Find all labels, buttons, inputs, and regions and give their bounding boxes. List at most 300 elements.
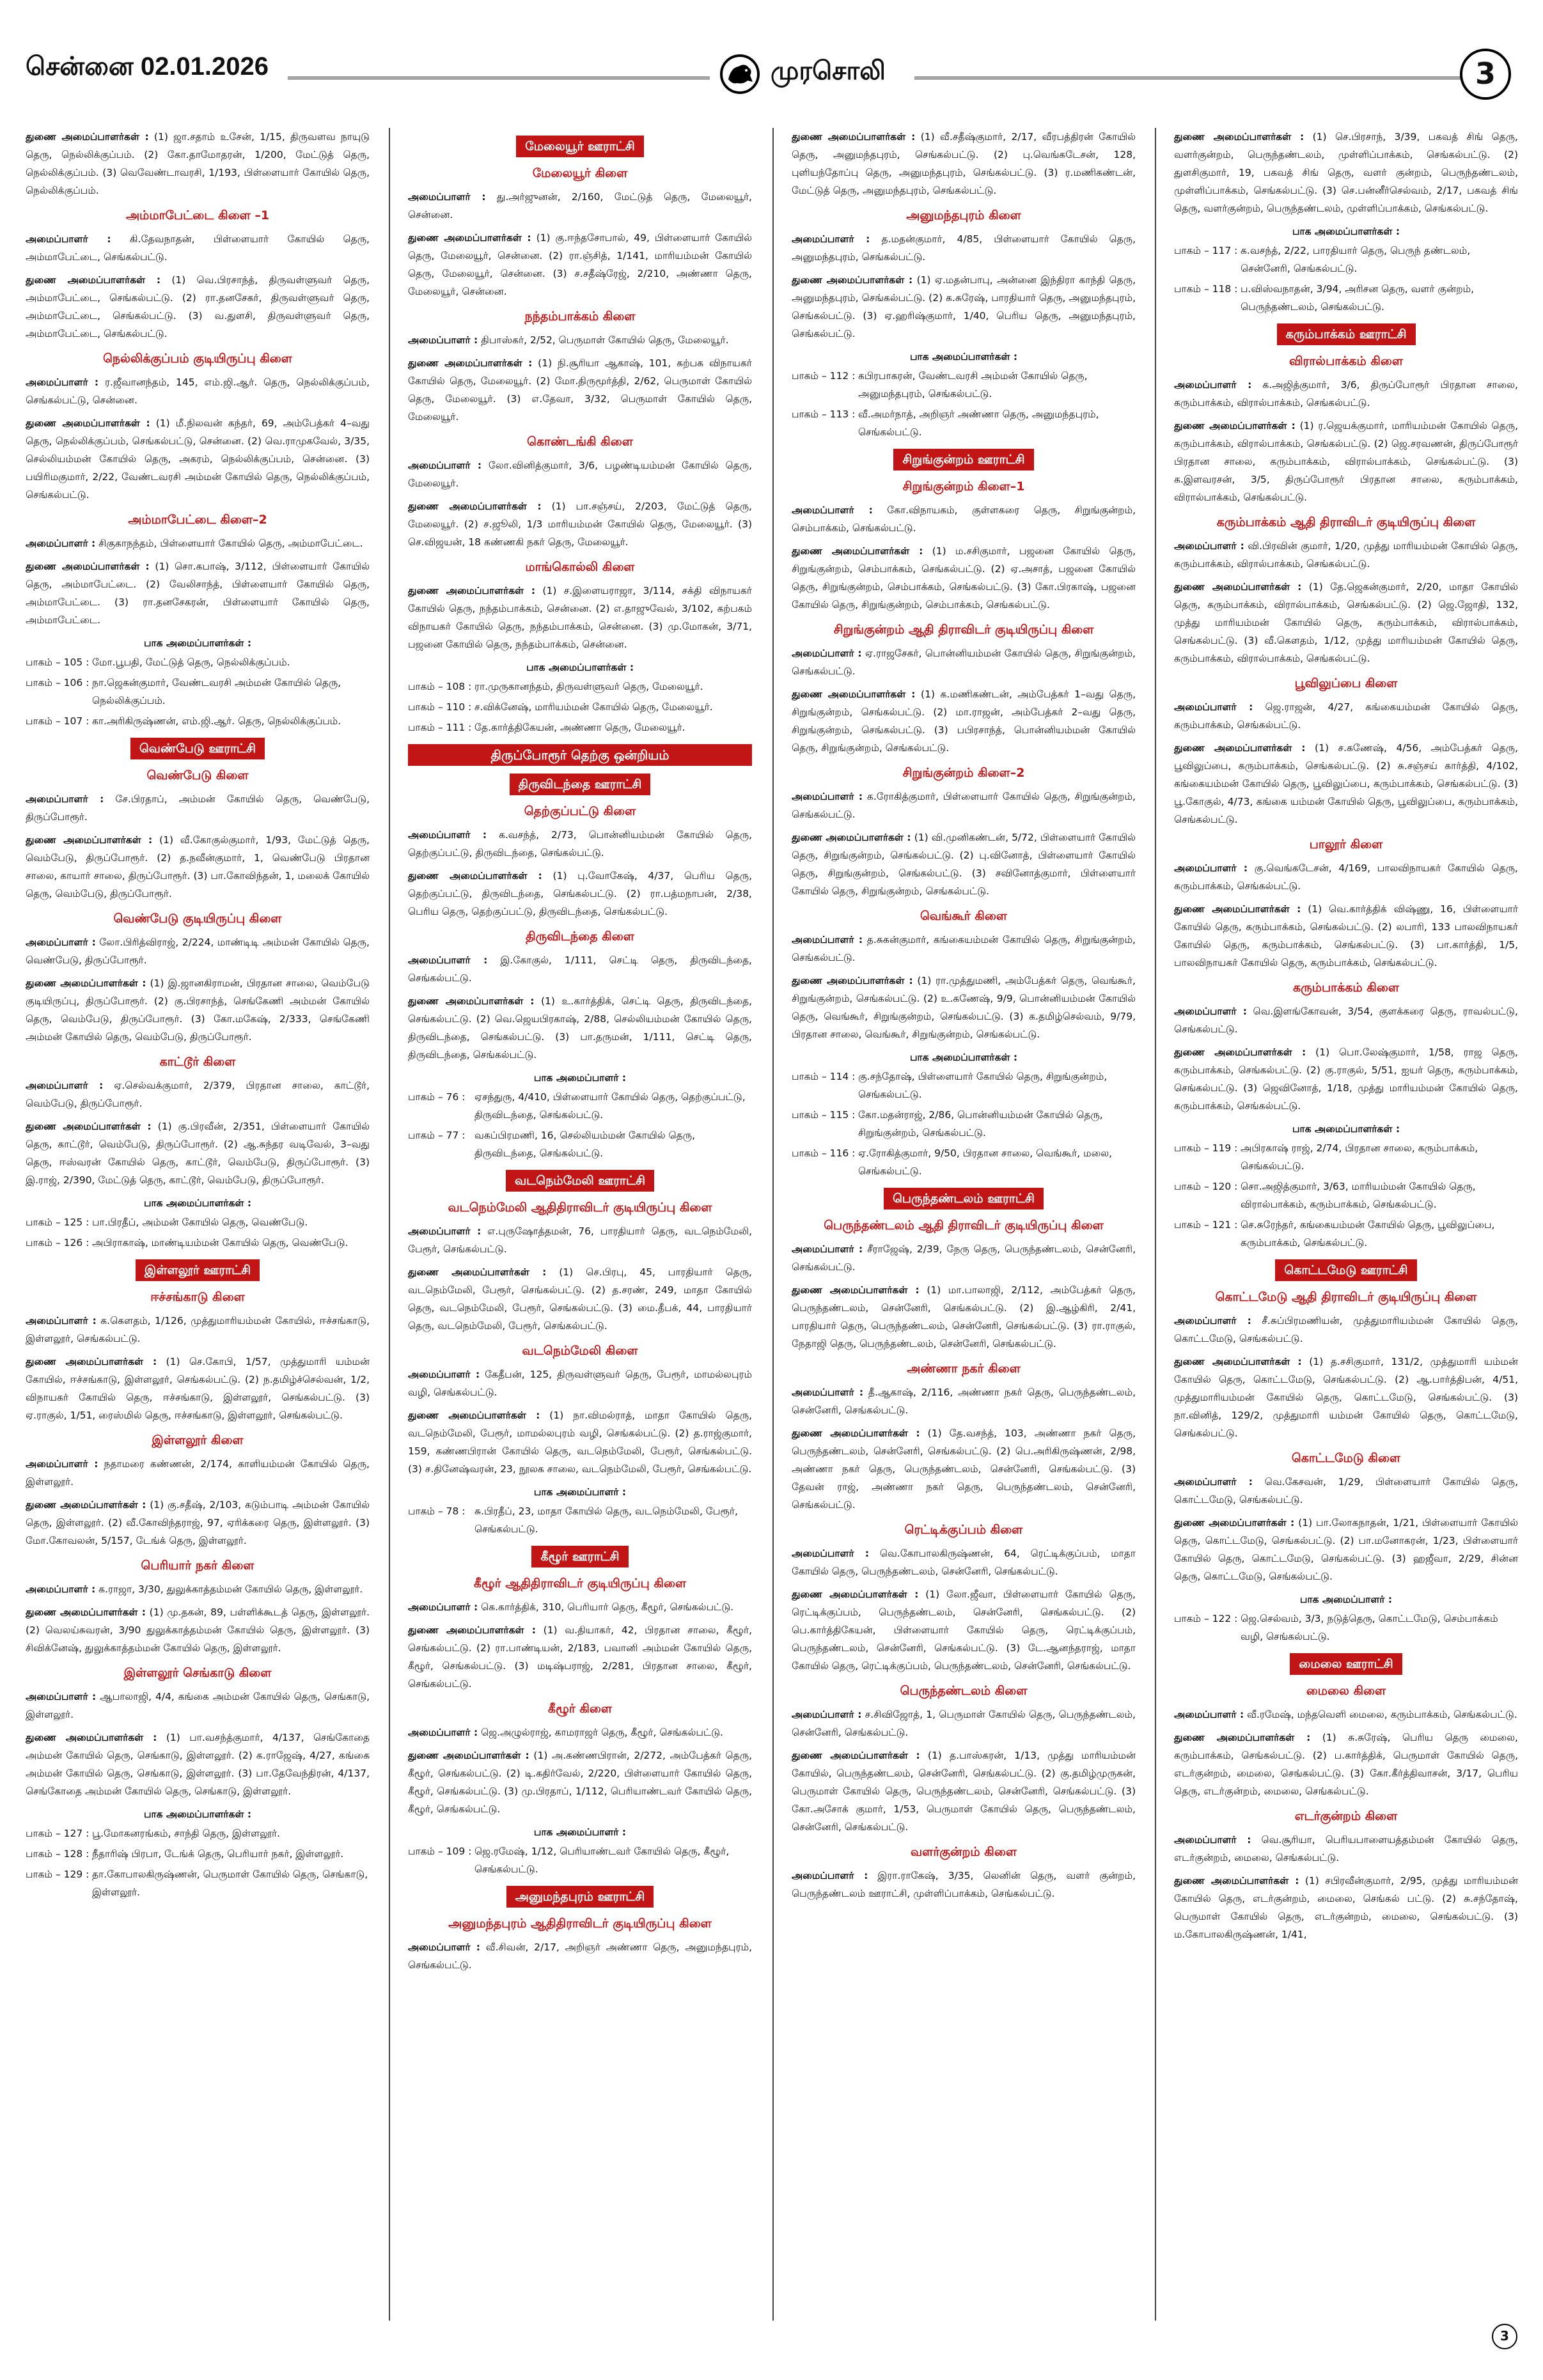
entry-text: க.ரோகித்குமார், பிள்ளையார் கோயில் தெரு, சிறுங்குன்றம், செங்கல்பட்டு.	[792, 791, 1136, 820]
booth-officer: செ.சுரேந்தர், கங்கையம்மன் கோயில் தெரு, பூவிலுப்பை, கரும்பாக்கம், செங்கல்பட்டு.	[1241, 1219, 1495, 1248]
page-number-badge: 3	[1460, 49, 1511, 100]
booth-officer: ப.விஸ்வநாதன், 3/94, அரிசன தெரு, வளர் குன்றம், பெருந்தண்டலம், செங்கல்பட்டு.	[1241, 283, 1475, 313]
booth-number: பாகம் – 110 :	[408, 701, 472, 713]
entry-text: வெ.கேசவன், 1/29, பிள்ளையார் கோயில் தெரு, கொட்டமேடு, செங்கல்பட்டு.	[1174, 1476, 1518, 1505]
booth-number: பாகம் – 105 :	[26, 657, 90, 668]
role-label: அமைப்பாளர் :	[792, 1709, 862, 1720]
entry-paragraph	[408, 1598, 752, 1616]
role-label: அமைப்பாளர் :	[792, 934, 863, 945]
role-label: துணை அமைப்பாளர்கள் :	[792, 131, 916, 143]
column-3	[792, 128, 1136, 2321]
column-1	[26, 128, 370, 2321]
entry-text: வெ.இளங்கோவன், 3/54, குளக்கரை தெரு, ராவல்பட்டு, செங்கல்பட்டு.	[1174, 1006, 1518, 1035]
branch-heading: மேலையூர் கிளை	[532, 166, 628, 180]
branch-heading: வெங்கூர் கிளை	[920, 909, 1007, 923]
entry-text: (1) ச.கணேஷ், 4/56, அம்பேத்கர் தெரு, பூவிலுப்பை, கரும்பாக்கம், செங்கல்பட்டு. (2) சு.சஞ்சய் கார்த்தி, 4/102, கங்கையம்மன் கோயில் தெரு, பூவிலுப்பை, கரும்பாக்கம், செங்கல்பட்டு. (3) பூ.கோகுல், 4/73, கங்கை யம்மன் கோயில் தெரு, பூவிலுப்பை, கரும்பாக்கம், செங்கல்பட்டு.	[1174, 742, 1518, 825]
section-subheading: பாக அமைப்பாளர்கள் :	[143, 1808, 252, 1820]
booth-number: பாகம் – 122 :	[1174, 1613, 1238, 1624]
role-label: துணை அமைப்பாளர்கள் :	[26, 417, 150, 429]
booth-officer: ஏ.ரோகித்குமார், 9/50, பிரதான சாலை, வெங்கூர், மலை, செங்கல்பட்டு.	[858, 1147, 1113, 1177]
entry-text: (1) ச.இளையராஜா, 3/114, சக்தி விநாயகர் கோயில் தெரு, நந்தம்பாக்கம், சென்னை. (2) எ.தாஜுவேல், 3/102, கற்பகம் விநாயகர் கோயில் தெரு, நந்தம்பாக்கம், சென்னை. (3) மு.மோகன், 3/71, பஜனை கோயில் தெரு, நந்தம்பாக்கம், சென்னை.	[408, 585, 752, 650]
role-label: அமைப்பாளர் :	[26, 793, 104, 805]
section-subheading: பாக அமைப்பாளர்கள் :	[1292, 1123, 1400, 1135]
entry-paragraph	[408, 1406, 752, 1478]
entry-text: க.அஜித்குமார், 3/6, திருப்போரூர் பிரதான சாலை, கரும்பாக்கம், விரால்பாக்கம், செங்கல்பட்டு.	[1174, 379, 1518, 408]
entry-text: கு.வெங்கடேசன், 4/169, பாலவிநாயகர் கோயில் தெரு, கரும்பாக்கம், செங்கல்பட்டு.	[1174, 862, 1518, 892]
entry-paragraph	[792, 1585, 1136, 1675]
branch-heading: சிறுங்குன்றம் கிளை–1	[902, 479, 1025, 494]
role-label: அமைப்பாளர் :	[26, 1691, 97, 1702]
booth-officer: அபிரகாஷ் ராஜ், 2/74, பிரதான சாலை, கரும்பாக்கம், செங்கல்பட்டு.	[1241, 1142, 1478, 1172]
booth-entry	[1174, 1610, 1518, 1645]
booth-number: பாகம் – 118 :	[1174, 283, 1238, 295]
entry-paragraph	[1174, 1353, 1518, 1442]
section-subheading: பாக அமைப்பாளர்கள் :	[143, 1197, 252, 1209]
panchayat-heading-label: திருவிடந்தை ஊராட்சி	[510, 774, 651, 795]
role-label: அமைப்பாளர் :	[792, 1387, 864, 1398]
booth-number: பாகம் – 121 :	[1174, 1219, 1238, 1231]
role-label: துணை அமைப்பாளர்கள் :	[26, 977, 146, 989]
booth-officer: ஜெ.செல்வம், 3/3, நடுத்தெரு, கொட்டமேடு, செம்பாக்கம் வழி, செங்கல்பட்டு.	[1241, 1613, 1498, 1642]
branch-heading: அனுமந்தபுரம் கிளை	[906, 208, 1021, 222]
entry-paragraph	[408, 951, 752, 987]
entry-text: ஜெ.ராஜன், 4/27, கங்கையம்மன் கோயில் தெரு, கரும்பாக்கம், செங்கல்பட்டு.	[1174, 701, 1518, 731]
branch-heading: பெருந்தண்டலம் கிளை	[900, 1684, 1028, 1698]
article-body	[26, 128, 1517, 2321]
booth-entry	[792, 405, 1136, 441]
entry-text: (1) நா.விமல்ராத், மாதா கோயில் தெரு, வடநெம்மேலி, பேரூர், மாமல்லபுரம் வழி, செங்கல்பட்டு. (2) த.ராஜ்குமார், 159, கண்ணபிரான் கோயில் தெரு, வடநெம்மேலி, பேரூர், செங்கல்பட்டு. (3) ச.தினேஷ்வரன், 23, நூலக சாலை, வடநெம்மேலி, பேரூர், செங்கல்பட்டு.	[408, 1410, 752, 1475]
branch-heading: காட்டூர் கிளை	[159, 1055, 236, 1069]
entry-text: (1) பா.வசந்த்குமார், 4/137, செங்கோதை அம்மன் கோயில் தெரு, செங்காடு, இள்ளலூர். (2) க.ராஜேஷ், 4/27, கங்கை அம்மன் கோயில் தெரு, செங்காடு, இள்ளலூர். (3) பா.தேவேந்திரன், 4/137, செங்கோதை அம்மன் கோயில் தெரு, செங்காடு, இள்ளலூர்.	[26, 1732, 370, 1797]
booth-number: பாகம் – 107 :	[26, 715, 90, 727]
role-label: அமைப்பாளர் :	[1174, 1709, 1244, 1720]
entry-text: து.அர்ஜுனன், 2/160, மேட்டுத் தெரு, மேலையூர், சென்னை.	[408, 191, 752, 221]
booth-officer: கு.சந்தோஷ், பிள்ளையார் கோயில் தெரு, சிறுங்குன்றம், செங்கல்பட்டு.	[858, 1071, 1108, 1100]
booth-number: பாகம் – 119 :	[1174, 1142, 1238, 1154]
role-label: அமைப்பாளர் :	[26, 1080, 104, 1091]
branch-heading: மைலை கிளை	[1306, 1684, 1386, 1698]
booth-number: பாகம் – 78 :	[408, 1505, 466, 1517]
entry-paragraph	[26, 1496, 370, 1550]
entry-text: கேதீபன், 125, திருவள்ளுவர் தெரு, பேரூர், மாமல்லபுரம் வழி, செங்கல்பட்டு.	[408, 1369, 752, 1398]
role-label: துணை அமைப்பாளர்கள் :	[408, 1750, 529, 1761]
entry-paragraph	[1174, 417, 1518, 506]
entry-text: (1) சு.சுரேஷ், பெரிய தெரு மைலை, கரும்பாக்கம், செங்கல்பட்டு. (2) ப.கார்த்திக், பெருமாள் கோயில் தெரு, எடர்குன்றம், மைலை, செங்கல்பட்டு. (3) கோ.கீர்த்திவாசன், 3/17, பெரிய தெரு, எடர்குன்றம், மைலை, செங்கல்பட்டு.	[1174, 1732, 1518, 1797]
entry-paragraph	[408, 1746, 752, 1818]
column-4	[1174, 128, 1518, 2321]
masthead-rule-right	[914, 77, 1464, 79]
booth-number: பாகம் – 115 :	[792, 1109, 856, 1121]
booth-officer: சொ.அஜித்குமார், 3/63, மாரியம்மன் கோயில் தெரு, விரால்பாக்கம், கரும்பாக்கம், செங்கல்பட்டு.	[1241, 1181, 1476, 1210]
booth-entry	[1174, 1139, 1518, 1175]
role-label: துணை அமைப்பாளர்கள் :	[792, 545, 923, 557]
entry-paragraph	[26, 1353, 370, 1424]
booth-officer: கா.அரிகிருஷ்ணன், எம்.ஜி.ஆர். தெரு, நெல்லிக்குப்பம்.	[92, 715, 341, 727]
entry-text: (1) செ.கோபி, 1/57, முத்துமாரி யம்மன் கோயில், ஈச்சங்காடு, இள்ளலூர், செங்கல்பட்டு. (2) ந.தமிழ்ச்செல்வன், 1/2, விநாயகர் கோயில் தெரு, ஈச்சங்காடு, இள்ளலூர், செங்கல்பட்டு. (3) ஏ.ராகுல், 1/51, ரைஸ்மில் தெரு, ஈச்சங்காடு, இள்ளலூர், செங்கல்பட்டு.	[26, 1356, 370, 1421]
entry-text: (1) லோ.ஜீவா, பிள்ளையார் கோயில் தெரு, ரெட்டிக்குப்பம், பெருந்தண்டலம், சென்னேரி, செங்கல்பட்டு. (2) பெ.கார்த்திகேயன், பிள்ளையார் கோயில் தெரு, ரெட்டிக்குப்பம், பெருந்தண்டலம், சென்னேரி, செங்கல்பட்டு. (3) டே.ஆனந்தராஜ், மாதா கோயில் தெரு, ரெட்டிக்குப்பம், பெருந்தண்டலம், சென்னேரி, செங்கல்பட்டு.	[792, 1589, 1136, 1672]
role-label: அமைப்பாளர் :	[1174, 1476, 1253, 1488]
booth-officer: வகப்பிரமணி, 16, செல்லியம்மன் கோயில் தெரு, திருவிடந்தை, செங்கல்பட்டு.	[474, 1130, 696, 1159]
booth-officer: பா.பிரதீப், அம்மன் கோயில் தெரு, வெண்பேடு.	[92, 1217, 308, 1228]
entry-text: இரா.ராகேஷ், 3/35, லெனின் தெரு, வளர் குன்றம், பெருந்தண்டலம் ஊராட்சி, முள்ளிப்பாக்கம், செங்கல்பட்டு.	[792, 1870, 1136, 1899]
role-label: அமைப்பாளர் :	[408, 829, 487, 841]
branch-heading: கீழூர் கிளை	[547, 1702, 613, 1716]
entry-text: சே.பிரதாப், அம்மன் கோயில் தெரு, வெண்பேடு, திருப்போரூர்.	[26, 793, 370, 823]
booth-number: பாகம் – 113 :	[792, 408, 856, 420]
branch-heading: பெரியார் நகர் கிளை	[141, 1559, 255, 1573]
role-label: துணை அமைப்பாளர்கள் :	[1174, 1517, 1295, 1528]
branch-heading: கொண்டங்கி கிளை	[527, 435, 633, 449]
entry-paragraph	[408, 1621, 752, 1693]
role-label: துணை அமைப்பாளர்கள் :	[792, 1284, 920, 1296]
role-label: துணை அமைப்பாளர்கள் :	[1174, 420, 1296, 432]
branch-heading: வெண்பேடு கிளை	[146, 768, 249, 782]
role-label: துணை அமைப்பாளர்கள் :	[792, 1750, 920, 1761]
entry-text: (1) த.பாஸ்கரன், 1/13, முத்து மாரியம்மன் கோயில், பெருந்தண்டலம், சென்னேரி, செங்கல்பட்டு. (2) கு.தமிழ்முருகன், பெருமாள் கோயில் தெரு, பெருந்தண்டலம், சென்னேரி, செங்கல்பட்டு. (3) கோ.அசோக் குமார், 1/53, பெருமாள் கோயில் தெரு, பெருந்தண்டலம், சென்னேரி, செங்கல்பட்டு.	[792, 1750, 1136, 1833]
entry-paragraph	[26, 1312, 370, 1348]
entry-paragraph	[408, 1723, 752, 1741]
booth-officer: ச.விக்னேஷ், மாரியம்மன் கோயில் தெரு, மேலையூர்.	[474, 701, 713, 713]
entry-text: (1) வீ.சதீஷ்குமார், 2/17, வீரபத்திரன் கோயில் தெரு, அனுமந்தபுரம், செங்கல்பட்டு. (2) பு.வெங்கடேசன், 128, புளியந்தோப்பு தெரு, அனுமந்தபுரம், செங்கல்பட்டு. (3) ர.மணிகண்டன், மேட்டுத் தெரு, அனுமந்தபுரம், செங்கல்பட்டு.	[792, 131, 1136, 196]
entry-text: (1) வெ.பிரசாந்த், திருவள்ளுவர் தெரு, அம்மாபேட்டை, செங்கல்பட்டு. (2) ரா.தனசேகர், திருவள்ளுவர் தெரு, அம்மாபேட்டை, செங்கல்பட்டு. (3) வ.துளசி, திருவள்ளுவர் தெரு, அம்மாபேட்டை, செங்கல்பட்டு.	[26, 274, 370, 339]
branch-heading: அனுமந்தபுரம் ஆதிதிராவிடர் குடியிருப்பு கிளை	[448, 1917, 712, 1931]
entry-paragraph	[792, 1544, 1136, 1580]
entry-text: (1) தே.வசந்த், 103, அண்ணா நகர் தெரு, பெருந்தண்டலம், சென்னேரி, செங்கல்பட்டு. (2) பெ.அரிகிருஷ்ணன், 2/98, அண்ணா நகர் தெரு, பெருந்தண்டலம், சென்னேரி, செங்கல்பட்டு. (3) தேவன் ராஜ், அண்ணா நகர் தெரு, பெருந்தண்டலம், சென்னேரி, செங்கல்பட்டு.	[792, 1427, 1136, 1511]
booth-officer: நா.ஜெகன்குமார், வேண்டவரசி அம்மன் கோயில் தெரு, நெல்லிக்குப்பம்.	[92, 677, 341, 706]
entry-text: வெ.கோபாலகிருஷ்ணன், 64, ரெட்டிக்குப்பம், மாதா கோயில் தெரு, பெருந்தண்டலம், சென்னேரி, செங்கல்பட்டு.	[792, 1548, 1136, 1577]
entry-paragraph	[792, 1240, 1136, 1276]
entry-paragraph	[792, 1424, 1136, 1514]
section-subheading: பாக அமைப்பாளர் :	[533, 1826, 627, 1838]
booth-entry	[26, 674, 370, 710]
entry-text: (1) கு.ஈந்தசோபால், 49, பிள்ளையார் கோயில் தெரு, மேலையூர், சென்னை. (2) ரா.ஞ்சித், 1/141, மாரியம்மன் கோயில் தெரு, மேலையூர், சென்னை. (3) ச.சதீஷ்ரேஜ், 2/210, அண்ணா தெரு, மேலையூர், சென்னை.	[408, 232, 752, 297]
entry-paragraph	[26, 1455, 370, 1491]
role-label: துணை அமைப்பாளர்கள் :	[408, 501, 542, 512]
section-subheading: பாக அமைப்பாளர்கள் :	[526, 662, 634, 673]
entry-paragraph	[408, 867, 752, 921]
booth-number: பாகம் – 77 :	[408, 1130, 466, 1141]
entry-text: (1) தே.ஜெகன்குமார், 2/20, மாதா கோயில் தெரு, கரும்பாக்கம், விரால்பாக்கம், செங்கல்பட்டு. (2) ஜெ.ஜோதி, 132, முத்து மாரியம்மன் கோயில் தெரு, கரும்பாக்கம், விரால்பாக்கம், செங்கல்பட்டு. (3) வீ.கௌதம், 1/12, முத்து மாரியம்மன் கோயில் தெரு, கரும்பாக்கம், விரால்பாக்கம், செங்கல்பட்டு.	[1174, 581, 1518, 664]
entry-paragraph	[792, 931, 1136, 967]
role-label: துணை அமைப்பாளர்கள் :	[26, 561, 150, 572]
entry-text: திபாஸ்கர், 2/52, பெருமாள் கோயில் தெரு, மேலையூர்.	[481, 334, 729, 346]
booth-number: பாகம் – 112 :	[792, 370, 856, 382]
panchayat-heading-label: பெருந்தண்டலம் ஊராட்சி	[884, 1188, 1044, 1209]
masthead-rule-left	[288, 77, 710, 79]
branch-heading: எடர்குன்றம் கிளை	[1294, 1809, 1398, 1823]
entry-text: (1) வீ.கோகுல்குமார், 1/93, மேட்டுத் தெரு, வெம்பேடு, திருப்போரூர். (2) த.நவீன்குமார், 1, வெண்பேடு பிரதான சாலை, காயார் சாலை, திருப்போரூர். (3) பா.கோவிந்தன், 1, மலைக் கோயில் தெரு, வெம்பேடு, திருப்போரூர்.	[26, 834, 370, 899]
branch-heading: தெற்குப்பட்டு கிளை	[524, 804, 636, 818]
entry-paragraph	[26, 271, 370, 343]
entry-text: கி.தேவநாதன், பிள்ளையார் கோயில் தெரு, அம்மாபேட்டை, செங்கல்பட்டு.	[26, 233, 370, 263]
entry-text: (1) வெ.கார்த்திக் விஷ்ணு, 16, பிள்ளையார் கோயில் தெரு, கரும்பாக்கம், செங்கல்பட்டு. (2) லபாரி, 133 பாலவிநாயகர் கோயில் தெரு, கரும்பாக்கம், செங்கல்பட்டு. (3) பா.கார்த்தி, 1/5, பாலவிநாயகர் கோயில் தெரு, கரும்பாக்கம், செங்கல்பட்டு.	[1174, 903, 1518, 968]
entry-text: நதாமரை கண்ணன், 2/174, காளியம்மன் கோயில் தெரு, இள்ளலூர்.	[26, 1458, 370, 1488]
role-label: துணை அமைப்பாளர்கள் :	[408, 585, 536, 596]
branch-heading: சிறுங்குன்றம் ஆதி திராவிடர் குடியிருப்பு கிளை	[833, 623, 1094, 637]
booth-officer: தே.கார்த்திகேயன், அண்ணா தெரு, மேலையூர்.	[474, 722, 685, 733]
panchayat-heading	[408, 136, 752, 157]
entry-text: (1) ர.ஜெயக்குமார், மாரியம்மன் கோயில் தெரு, கரும்பாக்கம், விரால்பாக்கம், செங்கல்பட்டு. (2) ஜெ.சரவணன், திருப்போரூர் பிரதான சாலை, கரும்பாக்கம், விரால்பாக்கம், செங்கல்பட்டு. (3) க.இளவரசன், 3/5, திருப்போரூர் பிரதான சாலை, கரும்பாக்கம், விரால்பாக்கம், செங்கல்பட்டு.	[1174, 420, 1518, 503]
branch-heading: கரும்பாக்கம் கிளை	[1292, 981, 1400, 995]
entry-paragraph	[408, 582, 752, 653]
panchayat-heading-label: சிறுங்குன்றம் ஊராட்சி	[893, 449, 1033, 471]
panchayat-heading	[408, 774, 752, 795]
panchayat-heading	[1174, 1259, 1518, 1281]
entry-paragraph	[26, 534, 370, 552]
entry-text: (1) நி.சூரியா ஆகாஷ், 101, கற்பக விநாயகர் கோயில் தெரு, மேலையூர். (2) மோ.திருமூர்த்தி, 2/62, பெருமாள் கோயில் தெரு, மேலையூர். (3) எ.தேவா, 3/32, பெருமாள் கோயில் தெரு, மேலையூர்.	[408, 357, 752, 423]
entry-paragraph	[26, 831, 370, 903]
entry-text: (1) ஜா.சதாம் உசேன், 1/15, திருவளவ நாயுடு தெரு, நெல்லிக்குப்பம். (2) கோ.தாமோதரன், 1/200, மேட்டுத் தெரு, நெல்லிக்குப்பம். (3) வெவேண்டாவரசி, 1/193, பிள்ளையார் கோயில் தெரு, நெல்லிக்குப்பம்.	[26, 131, 370, 196]
entry-paragraph	[26, 1077, 370, 1112]
booth-entry	[26, 1865, 370, 1901]
role-label: துணை அமைப்பாளர்கள் :	[1174, 581, 1302, 593]
entry-paragraph	[792, 1706, 1136, 1741]
branch-heading: விரால்பாக்கம் கிளை	[1288, 354, 1404, 368]
entry-paragraph	[26, 128, 370, 199]
entry-paragraph	[792, 1383, 1136, 1419]
branch-heading: பூவிலுப்பை கிளை	[1294, 676, 1398, 690]
role-label: துணை அமைப்பாளர்கள் :	[1174, 1046, 1306, 1058]
entry-text: எ.புருஷோத்தமன், 76, பாரதியார் தெரு, வடநெம்மேலி, பேரூர், செங்கல்பட்டு.	[408, 1225, 752, 1255]
entry-text: ஏ.ராஜசேகர், பொன்னியம்மன் கோயில் தெரு, சிறுங்குன்றம், செங்கல்பட்டு.	[792, 648, 1136, 677]
entry-paragraph	[1174, 739, 1518, 828]
booth-number: பாகம் – 128 :	[26, 1848, 90, 1860]
entry-paragraph	[1174, 1002, 1518, 1038]
entry-paragraph	[26, 790, 370, 826]
entry-text: வி.பிரவின் குமார், 1/20, முத்து மாரியம்மன் கோயில் தெரு, கரும்பாக்கம், விரால்பாக்கம், செங்கல்பட்டு.	[1174, 540, 1518, 570]
role-label: துணை அமைப்பாளர்கள் :	[792, 1427, 920, 1439]
role-label: துணை அமைப்பாளர்கள் :	[1174, 131, 1304, 143]
entry-paragraph	[1174, 1312, 1518, 1348]
role-label: அமைப்பாளர் :	[26, 1458, 98, 1470]
booth-entry	[792, 367, 1136, 403]
branch-heading: சிறுங்குன்றம் கிளை–2	[902, 766, 1025, 780]
entry-text: (1) க.மணிகண்டன், அம்பேத்கர் 1–வது தெரு, சிறுங்குன்றம், செங்கல்பட்டு. (2) மா.ராஜன், அம்பேத்கர் 2–வது தெரு, சிறுங்குன்றம், செங்கல்பட்டு. (3) பபிரசாந்த், பொன்னியம்மன் கோயில் தெரு, சிறுங்குன்றம், செங்கல்பட்டு.	[792, 688, 1136, 754]
booth-officer: ரா.முருகானந்தம், திருவள்ளுவர் தெரு, மேலையூர்.	[474, 681, 703, 692]
entry-paragraph	[408, 1222, 752, 1258]
panchayat-heading	[26, 1259, 370, 1281]
section-subheading: பாக அமைப்பாளர் :	[1299, 1594, 1393, 1605]
entry-text: (1) கு.சதீஷ், 2/103, கடும்பாடி அம்மன் கோயில் தெரு, இள்ளலூர். (2) வீ.கோவிந்தராஜ், 97, ஏரிக்கரை தெரு, இள்ளலூர். (3) மோ.கோவலன், 5/157, டேங்க் தெரு, இள்ளலூர்.	[26, 1499, 370, 1546]
entry-text: (1) ஏ.மதன்பாபு, அன்னை இந்திரா காந்தி தெரு, அனுமந்தபுரம், செங்கல்பட்டு. (2) க.சுரேஷ், பாரதியார் தெரு, அனுமந்தபுரம், செங்கல்பட்டு. (3) ஏ.ஹரிஷ்குமார், 1/40, பெரிய தெரு, அனுமந்தபுரம், செங்கல்பட்டு.	[792, 274, 1136, 339]
entry-paragraph	[1174, 537, 1518, 573]
booth-entry	[792, 1068, 1136, 1103]
panchayat-heading-label: வடநெம்மேலி ஊராட்சி	[506, 1170, 654, 1192]
booth-number: பாகம் – 76 :	[408, 1091, 466, 1103]
entry-text: (1) சபிரவீன்குமார், 2/95, முத்து மாரியம்மன் கோயில் தெரு, எடர்குன்றம், மைலை, செங்கல் பட்டு. (2) சு.சந்தோஷ், பெருமாள் கோயில் தெரு, எடர்குன்றம், மைலை, செங்கல்பட்டு. (3) ம.கோபாலகிருஷ்ணன், 1/41,	[1174, 1875, 1518, 1940]
panchayat-heading-label: கொட்டமேடு ஊராட்சி	[1275, 1259, 1416, 1281]
section-subheading: பாக அமைப்பாளர் :	[533, 1072, 627, 1084]
panchayat-heading-label: இள்ளலூர் ஊராட்சி	[136, 1259, 260, 1281]
panchayat-heading-label: மைலை ஊராட்சி	[1290, 1653, 1402, 1675]
booth-entry	[792, 1106, 1136, 1142]
role-label: அமைப்பாளர் :	[1174, 1006, 1247, 1017]
entry-paragraph	[408, 1263, 752, 1335]
entry-paragraph	[408, 1365, 752, 1401]
booth-number: பாகம் – 108 :	[408, 681, 472, 692]
section-subheading: பாக அமைப்பாளர்கள் :	[909, 351, 1018, 362]
entry-text: ச.சிவிஜோத், 1, பெருமாள் கோயில் தெரு, பெருந்தண்டலம், சென்னேரி, செங்கல்பட்டு.	[792, 1709, 1136, 1738]
entry-paragraph	[26, 1580, 370, 1598]
booth-entry	[26, 712, 370, 730]
entry-paragraph	[1174, 698, 1518, 734]
entry-paragraph	[26, 414, 370, 504]
entry-text: லோ.பிரித்விராஜ், 2/224, மாண்டிடி அம்மன் கோயில் தெரு, வெண்பேடு, திருப்போரூர்.	[26, 937, 370, 966]
entry-text: தீ.ஆகாஷ், 2/116, அண்ணா நகர் தெரு, பெருந்தண்டலம், சென்னேரி, செங்கல்பட்டு.	[792, 1387, 1136, 1416]
role-label: அமைப்பாளர் :	[408, 954, 488, 966]
role-label: துணை அமைப்பாளர்கள் :	[408, 995, 535, 1007]
branch-heading: நெல்லிக்குப்பம் குடியிருப்பு கிளை	[103, 352, 292, 366]
role-label: அமைப்பாளர் :	[26, 1315, 97, 1326]
section-subheading: பாக அமைப்பாளர் :	[533, 1486, 627, 1498]
entry-paragraph	[408, 331, 752, 349]
entry-paragraph	[408, 1938, 752, 1974]
booth-entry	[26, 1824, 370, 1842]
booth-number: பாகம் – 125 :	[26, 1217, 90, 1228]
entry-paragraph	[26, 933, 370, 969]
booth-entry	[408, 1088, 752, 1124]
booth-officer: க.வசந்த், 2/22, பாரதியார் தெரு, பெருந் தண்டலம், சென்னேரி, செங்கல்பட்டு.	[1241, 245, 1471, 274]
entry-text: (1) பு.வோகேஷ், 4/37, பெரிய தெரு, தெற்குப்பட்டு, திருவிடந்தை, செங்கல்பட்டு. (2) ரா.பத்மநாபன், 2/38, பெரிய தெரு, தெற்குப்பட்டு, திருவிடந்தை, செங்கல்பட்டு.	[408, 870, 752, 917]
entry-text: (1) செ.பிரசாந், 3/39, பகவத் சிங் தெரு, வளர்குன்றம், பெருந்தண்டலம், முள்ளிப்பாக்கம், செங்கல்பட்டு. (2) துளசிகுமார், 19, பகவத் சிங் தெரு, வளர் குன்றம், பெருந்தண்டலம், முள்ளிப்பாக்கம், செங்கல்பட்டு. (3) செ.பன்னீர்செல்வம், 2/17, பகவத் சிங் தெரு, வளர்குன்றம், பெருந்தண்டலம், முள்ளிப்பாக்கம், செங்கல்பட்டு.	[1174, 131, 1518, 214]
entry-paragraph	[1174, 900, 1518, 972]
role-label: துணை அமைப்பாளர்கள் :	[408, 357, 533, 369]
branch-heading: வெண்பேடு குடியிருப்பு கிளை	[113, 912, 282, 926]
entry-text: கெ.கார்த்திக், 310, பெரியார் தெரு, கீழூர், செங்கல்பட்டு.	[481, 1601, 734, 1613]
entry-text: கோ.விநாயகம், குள்ளகரை தெரு, சிறுங்குன்றம், செம்பாக்கம், செங்கல்பட்டு.	[792, 504, 1136, 534]
role-label: துணை அமைப்பாளர்கள் :	[26, 1732, 157, 1743]
role-label: துணை அமைப்பாளர்கள் :	[26, 834, 153, 846]
entry-paragraph	[792, 1867, 1136, 1902]
role-label: அமைப்பாளர் :	[26, 538, 96, 549]
entry-paragraph	[792, 271, 1136, 343]
role-label: அமைப்பாளர் :	[408, 1727, 478, 1738]
role-label: துணை அமைப்பாளர்கள் :	[408, 1410, 540, 1421]
branch-heading: வடநெம்மேலி ஆதிதிராவிடர் குடியிருப்பு கிளை	[448, 1201, 712, 1215]
booth-number: பாகம் – 126 :	[26, 1237, 90, 1248]
entry-paragraph	[792, 828, 1136, 900]
newspaper-logo	[719, 50, 911, 98]
branch-heading: கொட்டமேடு ஆதி திராவிடர் குடியிருப்பு கிளை	[1215, 1290, 1477, 1304]
entry-paragraph	[408, 188, 752, 224]
edition-date: சென்னை 02.01.2026	[26, 52, 269, 81]
entry-text: வீ.ரமேஷ், மந்தவெளி மைலை, கரும்பாக்கம், செங்கல்பட்டு.	[1247, 1709, 1517, 1720]
entry-text: (1) மு.தகன், 89, பள்ளிக்கூடத் தெரு, இள்ளலூர். (2) வெலய்சுவரன், 3/90 துலுக்காத்தம்மன் கோயில் தெரு, இள்ளலூர். (3) சிவிக்னேஷ், துலுக்காத்தம்மன் கோயில் தெரு, இள்ளலூர்.	[26, 1606, 370, 1654]
entry-text: (1) மா.பாலாஜி, 2/112, அம்பேத்கர் தெரு, பெருந்தண்டலம், சென்னேரி, செங்கல்பட்டு. (2) இ.ஆழ்கிரி, 2/41, பாரதியார் தெரு, பெருந்தண்டலம், சென்னேரி, செங்கல்பட்டு. (3) ரா.ராகுல், நேதாஜி தெரு, பெருந்தண்டலம், சென்னேரி, செங்கல்பட்டு.	[792, 1284, 1136, 1349]
entry-paragraph	[1174, 376, 1518, 412]
entry-paragraph	[792, 788, 1136, 823]
branch-heading: நந்தம்பாக்கம் கிளை	[524, 309, 636, 323]
panchayat-heading-label: மேலையூர் ஊராட்சி	[516, 136, 644, 157]
entry-text: இ.கோகுல், 1/111, செட்டி தெரு, திருவிடந்தை, செங்கல்பட்டு.	[408, 954, 752, 984]
entry-paragraph	[408, 456, 752, 492]
entry-paragraph	[1174, 1473, 1518, 1509]
booth-number: பாகம் – 117 :	[1174, 245, 1238, 256]
branch-heading: கீழூர் ஆதிதிராவிடர் குடியிருப்பு கிளை	[473, 1576, 687, 1591]
panchayat-heading-label: கரும்பாக்கம் ஊராட்சி	[1277, 323, 1416, 345]
entry-text: (1) பா.லோகநாதன், 1/21, பிள்ளையார் கோயில் தெரு, கொட்டமேடு, செங்கல்பட்டு. (2) பா.மனோகரன், 1/23, பிள்ளையார் கோயில் தெரு, கொட்டமேடு, செங்கல்பட்டு. (3) ஹஜீவா, 2/29, சின்ன தெரு, கொட்டமேடு, செங்கல்பட்டு.	[1174, 1517, 1518, 1582]
entry-paragraph	[1174, 1706, 1518, 1723]
branch-heading: வளர்குன்றம் கிளை	[911, 1845, 1017, 1859]
booth-entry	[408, 719, 752, 736]
role-label: துணை அமைப்பாளர்கள் :	[26, 1356, 157, 1367]
section-subheading: பாக அமைப்பாளர்கள் :	[1292, 226, 1400, 237]
role-label: அமைப்பாளர் :	[408, 1225, 482, 1237]
booth-officer: கோ.மதன்ராஜ், 2/86, பொன்னியம்மன் கோயில் தெரு, சிறுங்குன்றம், செங்கல்பட்டு.	[858, 1109, 1103, 1139]
branch-heading: திருவிடந்தை கிளை	[526, 929, 634, 944]
role-label: துணை அமைப்பாளர்கள் :	[408, 232, 531, 244]
entry-text: (1) வி.முனிகண்டன், 5/72, பிள்ளையார் கோயில் தெரு, சிறுங்குன்றம், செங்கல்பட்டு. (2) பு.வினோத், பிள்ளையார் கோயில் தெரு, சிறுங்குன்றம், செங்கல்பட்டு. (3) சவினோத்குமார், பிள்ளையார் கோயில் தெரு, சிறுங்குன்றம், செங்கல்பட்டு.	[792, 832, 1136, 897]
role-label: அமைப்பாளர் :	[408, 1941, 481, 1953]
entry-paragraph	[792, 128, 1136, 199]
branch-heading: இள்ளலூர் செங்காடு கிளை	[123, 1666, 272, 1680]
entry-text: (1) ரா.முத்துமணி, அம்பேத்கர் தெரு, வெங்கூர், சிறுங்குன்றம், செங்கல்பட்டு. (2) உ.கணேஷ், 9/9, பொன்னியம்மன் கோயில் தெரு, வெங்கூர், சிறுங்குன்றம், செங்கல்பட்டு. (3) க.தமிழ்செல்வம், 9/79, பிரதான சாலை, வெங்கூர், சிறுங்குன்றம், செங்கல்பட்டு.	[792, 975, 1136, 1040]
booth-number: பாகம் – 120 :	[1174, 1181, 1238, 1192]
entry-paragraph	[26, 1688, 370, 1723]
booth-officer: நீதாரிஷ் பிரபா, டேங்க் தெரு, பெரியார் நகர், இள்ளலூர்.	[92, 1848, 344, 1860]
booth-entry	[26, 1845, 370, 1863]
booth-entry	[408, 1842, 752, 1878]
section-subheading: பாக அமைப்பாளர்கள் :	[909, 1052, 1018, 1063]
role-label: அமைப்பாளர் :	[1174, 701, 1253, 713]
role-label: அமைப்பாளர் :	[408, 191, 486, 203]
entry-paragraph	[408, 229, 752, 300]
panchayat-heading	[26, 738, 370, 759]
entry-text: ஆபாலாஜி, 4/4, கங்கை அம்மன் கோயில் தெரு, செங்காடு, இள்ளலூர்.	[26, 1691, 370, 1720]
role-label: துணை அமைப்பாளர்கள் :	[792, 688, 916, 700]
entry-paragraph	[792, 1746, 1136, 1836]
role-label: அமைப்பாளர் :	[408, 1369, 480, 1380]
branch-heading: அம்மாபேட்டை கிளை–2	[128, 513, 267, 527]
branch-heading: வடநெம்மேலி கிளை	[522, 1344, 638, 1358]
role-label: அமைப்பாளர் :	[408, 334, 478, 346]
booth-entry	[792, 1144, 1136, 1180]
entry-text: (1) கு.பிரவீன், 2/351, பிள்ளையார் கோயில் தெரு, காட்டூர், வெம்பேடு, திருப்போரூர். (2) ஆ.சுந்தர வடிவேல், 3–வது தெரு, ஈஸ்வரன் கோயில் தெரு, காட்டூர், வெம்பேடு, திருப்போரூர். (3) இ.ராஜ், 2/390, மேட்டுத் தெரு, காட்டூர், வெம்பேடு, திருப்போரூர்.	[26, 1121, 370, 1186]
booth-number: பாகம் – 111 :	[408, 722, 472, 733]
branch-heading: ரெட்டிக்குப்பம் கிளை	[904, 1523, 1023, 1537]
role-label: துணை அமைப்பாளர்கள் :	[26, 131, 149, 143]
entry-text: (1) இ.ஜானகிராமன், பிரதான சாலை, வெம்பேடு குடியிருப்பு, திருப்போரூர். (2) கு.பிரசாந்த், செங்கேணி அம்மன் கோயில் தெரு, வெம்பேடு, திருப்போரூர். (3) கோ.மகேஷ், 2/333, செங்கேணி அம்மன் கோயில் தெரு, வெம்பேடு, திருப்போரூர்.	[26, 977, 370, 1043]
branch-heading: பெருந்தண்டலம் ஆதி திராவிடர் குடியிருப்பு கிளை	[824, 1218, 1104, 1233]
entry-text: (1) அ.கண்ணபிரான், 2/272, அம்பேத்கர் தெரு, கீழூர், செங்கல்பட்டு. (2) டி.கதிர்வேல், 2/220, பிள்ளையார் கோயில் தெரு, கீழூர், செங்கல்பட்டு. (3) மு.பிரதாப், 1/112, பெரியாண்டவர் கோயில் தெரு, கீழூர், செங்கல்பட்டு.	[408, 1750, 752, 1815]
entry-paragraph	[1174, 1514, 1518, 1585]
entry-paragraph	[1174, 1043, 1518, 1115]
booth-entry	[26, 653, 370, 671]
role-label: அமைப்பாளர் :	[1174, 1315, 1251, 1326]
lion-emblem-icon	[719, 54, 760, 97]
footer-page-number: 3	[1492, 2324, 1517, 2349]
booth-number: பாகம் – 114 :	[792, 1071, 856, 1082]
entry-paragraph	[1174, 128, 1518, 217]
entry-text: (1) பொ.லேஷ்குமார், 1/58, ராஜ தெரு, கரும்பாக்கம், செங்கல்பட்டு. (2) கு.ராகுல், 5/51, ஐயர் தெரு, கரும்பாக்கம், செங்கல்பட்டு. (3) ஜெவினோத், 1/18, முத்து மாரியம்மன் கோயில் தெரு, கரும்பாக்கம், செங்கல்பட்டு.	[1174, 1046, 1518, 1112]
role-label: அமைப்பாளர் :	[1174, 1834, 1251, 1846]
role-label: துணை அமைப்பாளர்கள் :	[1174, 742, 1306, 754]
booth-number: பாகம் – 127 :	[26, 1828, 90, 1839]
role-label: அமைப்பாளர் :	[26, 1583, 96, 1595]
booth-entry	[1174, 242, 1518, 277]
role-label: துணை அமைப்பாளர்கள் :	[1174, 1356, 1302, 1367]
booth-officer: பூ.மோகனரங்கம், சாந்தி தெரு, இள்ளலூர்.	[92, 1828, 281, 1839]
entry-text: க.ராஜா, 3/30, துலுக்காத்தம்மன் கோயில் தெரு, இள்ளலூர்.	[98, 1583, 363, 1595]
entry-text: (1) உ.கார்த்திக், செட்டி தெரு, திருவிடந்தை, செங்கல்பட்டு. (2) வெ.ஜெயபிரகாஷ், 2/88, செல்லியம்மன் கோயில் தெரு, திருவிடந்தை, செங்கல்பட்டு. (3) பா.தருமன், 1/111, செட்டி தெரு, திருவிடந்தை, செங்கல்பட்டு.	[408, 995, 752, 1061]
booth-officer: அபிராகாஷ், மாண்டியம்மன் கோயில் தெரு, வெண்பேடு.	[92, 1237, 349, 1248]
entry-paragraph	[408, 992, 752, 1064]
entry-text: க.வசந்த், 2/73, பொன்னியம்மன் கோயில் தெரு, தெற்குப்பட்டு, திருவிடந்தை, செங்கல்பட்டு.	[408, 829, 752, 859]
entry-paragraph	[26, 974, 370, 1046]
role-label: அமைப்பாளர் :	[26, 377, 99, 388]
entry-text: (1) சொ.கபாஷ், 3/112, பிள்ளையார் கோயில் தெரு, அம்மாபேட்டை. (2) வேலிசாந்த், பிள்ளையார் கோயில் தெரு, அம்மாபேட்டை. (3) ரா.தனசேகரன், பிள்ளையார் கோயில் தெரு, அம்மாபேட்டை.	[26, 561, 370, 626]
section-subheading: பாக அமைப்பாளர்கள் :	[143, 637, 252, 649]
